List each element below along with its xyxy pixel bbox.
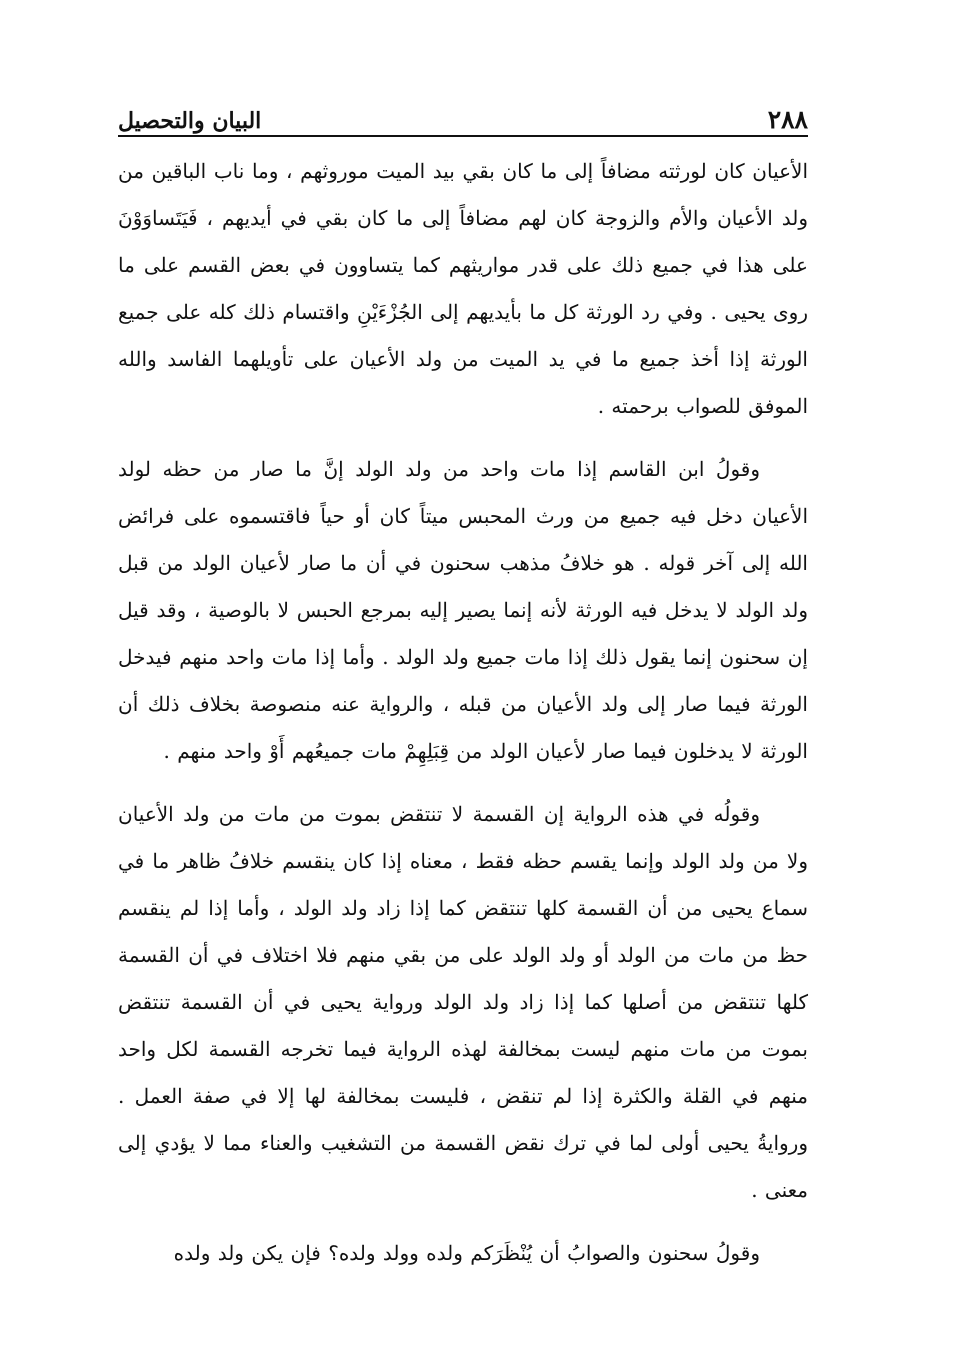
body-text xyxy=(118,148,808,1277)
page-header xyxy=(118,92,808,132)
paragraph: وقولُه في هذه الرواية إن القسمة لا تنتقض بموت من مات من ولد الأعيان ولا من ولد الولد وإنما يقسم حظه فقط ، معناه إذا كان ينقسم خلافُ ظاهر ما في سماع يحيى من أن القسمة كلها تنتقض كما إذا زاد ولد الولد ، وأما إذا لم ينقسم حظ من مات من الولد أو ولد الولد على من بقي منهم فلا اختلاف في أن القسمة كلها تنتقض من أصلها كما إذا زاد ولد الولد ورواية يحيى في أن القسمة تنتقض بموت من مات منهم ليست بمخالفة لهذه الرواية فيما تخرجه القسمة لكل واحد منهم في القلة والكثرة إذا لم تنقض ، فليست بمخالفة لها إلا في صفة العمل . وروايةُ يحيى أولى لما في ترك نقض القسمة من التشغيب والعناء مما لا يؤدي إلى معنى . xyxy=(118,802,808,1202)
paragraph: وقولُ ابن القاسم إذا مات واحد من ولد الولد إنَّ ما صار من حظه لولد الأعيان دخل فيه جميع من ورث المحبس ميتاً كان أو حياً فاقتسموه على فرائض الله إلى آخر قوله . هو خلافُ مذهب سحنون في أن ما صار لأعيان الولد من قبل ولد الولد لا يدخل فيه الورثة لأنه إنما يصير إليه بمرجع الحبس لا بالوصية ، وقد قيل إن سحنون إنما يقول ذلك إذا مات جميع ولد الولد . وأما إذا مات واحد منهم فيدخل الورثة فيما صار إلى ولد الأعيان من قبله ، والرواية عنه منصوصة بخلاف ذلك أن الورثة لا يدخلون فيما صار لأعيان الولد من قِبَلِهِمْ مات جميعُهم أَوْ واحد منهم . xyxy=(118,457,808,763)
running-title: البيان والتحصيل xyxy=(118,108,262,134)
paragraph: وقولُ سحنون والصوابُ أن يُنْظَرَكم ولده وولد ولده؟ فإن يكن ولد ولده xyxy=(173,1241,760,1265)
header-rule xyxy=(118,135,808,137)
paragraph: الأعيان كان لورثته مضافاً إلى ما كان بقي بيد الميت موروثهم ، وما ناب الباقين من ولد الأعيان والأم والزوجة كان لهم مضافاً إلى ما كان بقي في أيديهم ، فَيَتَساوَوْنَ على هذا في جميع ذلك على قدر مواريثهم كما يتساوون في بعض القسم على ما روى يحيى . وفي رد الورثة كل ما بأيديهم إلى الجُزْءَيْنِ واقتسام ذلك كله على جميع الورثة إذا أخذ جميع ما في يد الميت من ولد الأعيان على تأويلهما الفاسد والله الموفق للصواب برحمته . xyxy=(118,159,808,418)
page-number: ٢٨٨ xyxy=(767,105,808,134)
